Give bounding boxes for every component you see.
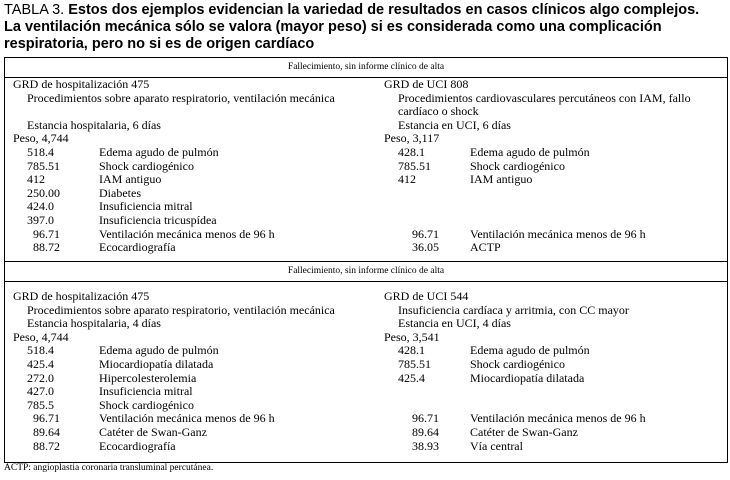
diagnosis-row bbox=[13, 358, 378, 372]
diagnosis-code: 425.4 bbox=[398, 370, 425, 385]
diagnosis-label: Miocardiopatía dilatada bbox=[99, 356, 214, 371]
diagnosis-code: 412 bbox=[27, 172, 45, 187]
diagnosis-label: Insuficiencia tricuspídea bbox=[99, 212, 217, 227]
case-1-icu-column bbox=[384, 78, 724, 255]
procedure-row bbox=[13, 426, 378, 440]
procedure-code: 96.71 bbox=[33, 226, 60, 241]
diagnosis-code: 518.4 bbox=[27, 343, 54, 358]
case-1-hospital-column bbox=[13, 78, 378, 255]
diagnosis-label: IAM antiguo bbox=[99, 172, 162, 187]
diagnosis-row bbox=[384, 173, 724, 187]
diagnosis-label: Shock cardiogénico bbox=[470, 356, 565, 371]
diagnosis-row bbox=[384, 146, 724, 160]
procedure-label: Catéter de Swan-Ganz bbox=[99, 424, 207, 439]
diagnosis-label: Insuficiencia mitral bbox=[99, 199, 193, 214]
weight-text: Peso, 4,744 bbox=[13, 131, 69, 146]
diagnosis-code: 412 bbox=[398, 172, 416, 187]
procedure-code: 96.71 bbox=[412, 226, 439, 241]
diagnosis-label: Edema agudo de pulmón bbox=[470, 144, 590, 159]
diagnosis-row bbox=[384, 358, 724, 372]
procedure-label: Catéter de Swan-Ganz bbox=[470, 424, 578, 439]
table-label: TABLA 3. bbox=[4, 2, 65, 18]
diagnosis-code: 425.4 bbox=[27, 356, 54, 371]
diagnosis-code: 785.51 bbox=[27, 158, 60, 173]
diagnosis-row bbox=[13, 160, 378, 174]
diagnosis-label: Shock cardiogénico bbox=[470, 158, 565, 173]
procedure-description: Insuficiencia cardíaca y arritmia, con CC mayor bbox=[398, 302, 629, 317]
procedure-label: Ventilación mecánica menos de 96 h bbox=[470, 411, 646, 426]
diagnosis-label: Edema agudo de pulmón bbox=[99, 343, 219, 358]
weight-text: Peso, 3,541 bbox=[384, 329, 440, 344]
procedure-description: Procedimientos sobre aparato respiratorio, ventilación mecánica bbox=[27, 302, 335, 317]
diagnosis-row bbox=[13, 214, 378, 228]
diagnosis-label: IAM antiguo bbox=[470, 172, 533, 187]
procedure-label: Ventilación mecánica menos de 96 h bbox=[470, 226, 646, 241]
procedure-row bbox=[13, 241, 378, 255]
procedure-row bbox=[384, 412, 724, 426]
diagnosis-label: Hipercolesterolemia bbox=[99, 370, 197, 385]
case-2-header: Fallecimiento, sin informe clínico de alta bbox=[5, 262, 727, 282]
procedure-label: Ecocardiografía bbox=[99, 438, 176, 453]
diagnosis-code: 785.51 bbox=[398, 356, 431, 371]
diagnosis-code: 785.5 bbox=[27, 397, 54, 412]
stay-text: Estancia en UCI, 4 días bbox=[398, 316, 511, 331]
procedure-row bbox=[384, 241, 724, 255]
case-2-icu-column bbox=[384, 290, 724, 453]
diagnosis-label: Diabetes bbox=[99, 185, 141, 200]
procedure-row bbox=[13, 440, 378, 454]
diagnosis-row bbox=[384, 372, 724, 386]
diagnosis-row bbox=[13, 385, 378, 399]
procedure-row bbox=[384, 426, 724, 440]
case-2-panel bbox=[4, 261, 728, 463]
procedure-row bbox=[384, 440, 724, 454]
diagnosis-label: Insuficiencia mitral bbox=[99, 384, 193, 399]
diagnosis-row bbox=[13, 187, 378, 201]
footnote: ACTP: angioplastia coronaria transluminal percutánea. bbox=[4, 463, 214, 473]
diagnosis-code: 785.51 bbox=[398, 158, 431, 173]
grd-title: GRD de hospitalización 475 bbox=[13, 77, 150, 91]
procedure-code: 36.05 bbox=[412, 240, 439, 255]
stay-text: Estancia en UCI, 6 días bbox=[398, 117, 511, 132]
diagnosis-label: Edema agudo de pulmón bbox=[99, 144, 219, 159]
procedure-row bbox=[384, 228, 724, 242]
diagnosis-code: 397.0 bbox=[27, 212, 54, 227]
case-2-hospital-column bbox=[13, 290, 378, 453]
title-line-2: La ventilación mecánica sólo se valora (mayor peso) si es considerada como una complicación bbox=[4, 19, 662, 35]
diagnosis-row bbox=[13, 146, 378, 160]
diagnosis-row bbox=[13, 173, 378, 187]
weight-text: Peso, 3,117 bbox=[384, 131, 440, 146]
case-1-header: Fallecimiento, sin informe clínico de alta bbox=[5, 58, 727, 78]
procedure-row bbox=[13, 228, 378, 242]
stay-text: Estancia hospitalaria, 4 días bbox=[27, 316, 161, 331]
diagnosis-label: Miocardiopatía dilatada bbox=[470, 370, 585, 385]
case-1-panel bbox=[4, 57, 728, 262]
diagnosis-row bbox=[13, 200, 378, 214]
diagnosis-row bbox=[13, 372, 378, 386]
procedure-label: Ventilación mecánica menos de 96 h bbox=[99, 226, 275, 241]
procedure-label: Ventilación mecánica menos de 96 h bbox=[99, 411, 275, 426]
procedure-label: ACTP bbox=[470, 240, 501, 255]
grd-title: GRD de UCI 544 bbox=[384, 289, 469, 303]
title-line-3: respiratoria, pero no si es de origen cardíaco bbox=[4, 36, 315, 52]
grd-title: GRD de hospitalización 475 bbox=[13, 289, 150, 303]
diagnosis-code: 427.0 bbox=[27, 384, 54, 399]
diagnosis-code: 250.00 bbox=[27, 185, 60, 200]
diagnosis-code: 428.1 bbox=[398, 144, 425, 159]
procedure-label: Ecocardiografía bbox=[99, 240, 176, 255]
procedure-code: 89.64 bbox=[412, 424, 439, 439]
diagnosis-row bbox=[384, 344, 724, 358]
procedure-row bbox=[13, 412, 378, 426]
diagnosis-row bbox=[13, 399, 378, 413]
procedure-code: 96.71 bbox=[412, 411, 439, 426]
grd-title: GRD de UCI 808 bbox=[384, 77, 469, 91]
procedure-code: 96.71 bbox=[33, 411, 60, 426]
table-title bbox=[4, 2, 726, 53]
procedure-label: Vía central bbox=[470, 438, 523, 453]
procedure-description: Procedimientos sobre aparato respiratorio, ventilación mecánica bbox=[27, 90, 335, 105]
diagnosis-label: Edema agudo de pulmón bbox=[470, 343, 590, 358]
title-line-1: TABLA 3. Estos dos ejemplos evidencian la variedad de resultados en casos clínicos algo complejos. bbox=[4, 2, 700, 18]
diagnosis-code: 272.0 bbox=[27, 370, 54, 385]
diagnosis-label: Shock cardiogénico bbox=[99, 397, 194, 412]
procedure-code: 89.64 bbox=[33, 424, 60, 439]
procedure-description: Procedimientos cardiovasculares percutáneos con IAM, fallo cardíaco o shock bbox=[398, 90, 691, 119]
diagnosis-code: 428.1 bbox=[398, 343, 425, 358]
stay-text: Estancia hospitalaria, 6 días bbox=[27, 117, 161, 132]
diagnosis-label: Shock cardiogénico bbox=[99, 158, 194, 173]
procedure-code: 88.72 bbox=[33, 240, 60, 255]
diagnosis-code: 518.4 bbox=[27, 144, 54, 159]
procedure-code: 38.93 bbox=[412, 438, 439, 453]
procedure-code: 88.72 bbox=[33, 438, 60, 453]
diagnosis-row bbox=[13, 344, 378, 358]
diagnosis-code: 424.0 bbox=[27, 199, 54, 214]
diagnosis-row bbox=[384, 160, 724, 174]
weight-text: Peso, 4,744 bbox=[13, 329, 69, 344]
